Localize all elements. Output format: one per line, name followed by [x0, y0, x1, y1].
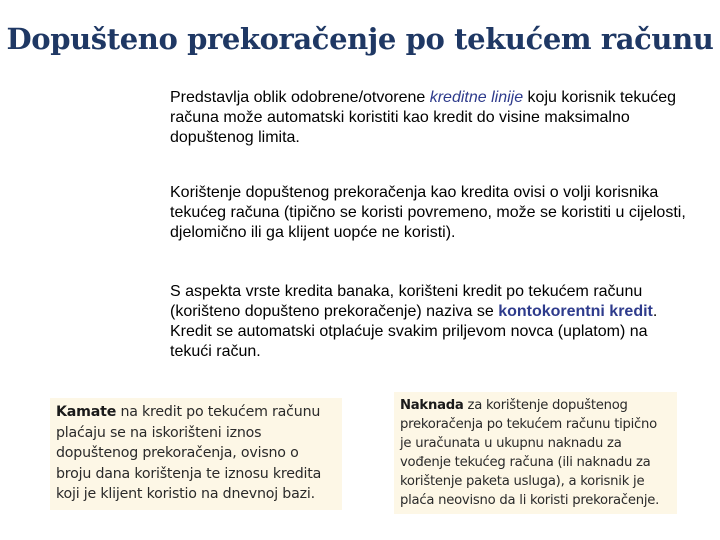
paragraph-text: Predstavlja oblik odobrene/otvorene — [170, 89, 430, 106]
paragraph-definition — [170, 88, 690, 148]
fee-note-box — [394, 392, 677, 514]
paragraph-usage — [170, 183, 690, 243]
term-current-account-credit: kontokorentni kredit — [498, 303, 653, 320]
fee-label: Naknada — [400, 398, 464, 413]
interest-text: na kredit po tekućem računu plaćaju se na iskorišteni iznos dopuštenog prekoračenja, ovisno o broju dana korištenja te iznosu kredita koji je klijent koristio na dnevnoj bazi. — [56, 404, 322, 502]
fee-text: za korištenje dopuštenog prekoračenja po tekućem računu tipično je uračunata u ukupnu naknadu za vođenje tekućeg računa (ili naknadu za korištenje paketa usluga), a korisnik je plaća neovisno da li koristi prekoračenje. — [400, 398, 660, 508]
interest-note-box — [50, 398, 342, 510]
paragraph-credit-type — [170, 282, 690, 362]
paragraph-text: Korištenje dopuštenog prekoračenja kao kredita ovisi o volji korisnika tekućeg računa (tipično se koristi povremeno, može se koristiti u cijelosti, djelomično ili ga klijent uopće ne koristi). — [170, 184, 686, 241]
interest-label: Kamate — [56, 404, 117, 420]
paragraph-text: koju korisnik tekućeg računa može automatski koristiti kao kredit do visine maksimalno dopuštenog limita. — [170, 89, 677, 146]
paragraph-text: . Kredit se automatski otplaćuje svakim priljevom novca (uplatom) na tekući račun. — [170, 303, 658, 360]
slide-title: Dopušteno prekoračenje po tekućem računu — [6, 22, 714, 56]
term-credit-line: kreditne linije — [429, 89, 524, 106]
paragraph-text: S aspekta vrste kredita banaka, korišteni kredit po tekućem računu (korišteno dopušteno prekoračenje) naziva se — [170, 283, 643, 320]
